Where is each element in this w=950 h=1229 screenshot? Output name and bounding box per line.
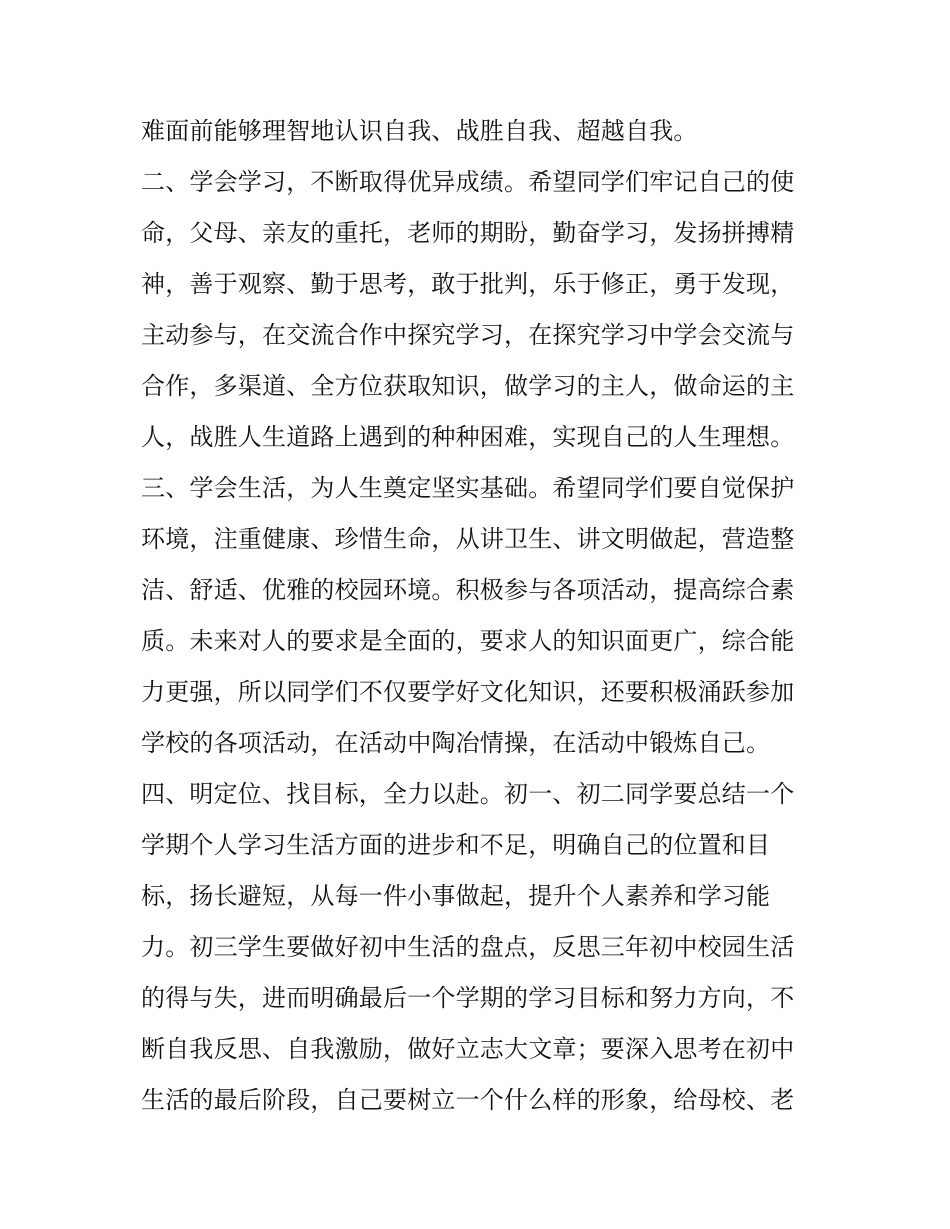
- text-line: 生活的最后阶段，自己要树立一个什么样的形象，给母校、老: [141, 1086, 795, 1114]
- text-line: 洁、舒适、优雅的校园环境。积极参与各项活动，提高综合素: [141, 576, 795, 604]
- text-line: 三、学会生活，为人生奠定坚实基础。希望同学们要自觉保护: [141, 474, 795, 502]
- text-line: 环境，注重健康、珍惜生命，从讲卫生、讲文明做起，营造整: [141, 525, 795, 553]
- text-line: 学期个人学习生活方面的进步和不足，明确自己的位置和目: [141, 831, 771, 859]
- text-line: 力更强，所以同学们不仅要学好文化知识，还要积极涌跃参加: [141, 678, 795, 706]
- text-line: 主动参与，在交流合作中探究学习，在探究学习中学会交流与: [141, 321, 795, 349]
- text-line: 神，善于观察、勤于思考，敢于批判，乐于修正，勇于发现，: [141, 270, 795, 298]
- body-text: [141, 106, 821, 1126]
- text-line: 合作，多渠道、全方位获取知识，做学习的主人，做命运的主: [141, 372, 795, 400]
- text-line: 人，战胜人生道路上遇到的种种困难，实现自己的人生理想。: [141, 423, 795, 451]
- text-line: 学校的各项活动，在活动中陶冶情操，在活动中锻炼自己。: [141, 729, 771, 757]
- text-line: 断自我反思、自我激励，做好立志大文章；要深入思考在初中: [141, 1035, 795, 1063]
- text-line: 的得与失，进而明确最后一个学期的学习目标和努力方向，不: [141, 984, 795, 1012]
- text-line: 质。未来对人的要求是全面的，要求人的知识面更广，综合能: [141, 627, 795, 655]
- text-line: 力。初三学生要做好初中生活的盘点，反思三年初中校园生活: [141, 933, 795, 961]
- text-line: 命，父母、亲友的重托，老师的期盼，勤奋学习，发扬拼搏精: [141, 219, 795, 247]
- text-line: 标，扬长避短，从每一件小事做起，提升个人素养和学习能: [141, 882, 771, 910]
- text-line: 难面前能够理智地认识自我、战胜自我、超越自我。: [141, 117, 698, 145]
- text-line: 二、学会学习，不断取得优异成绩。希望同学们牢记自己的使: [141, 168, 795, 196]
- text-line: 四、明定位、找目标，全力以赴。初一、初二同学要总结一个: [141, 780, 795, 808]
